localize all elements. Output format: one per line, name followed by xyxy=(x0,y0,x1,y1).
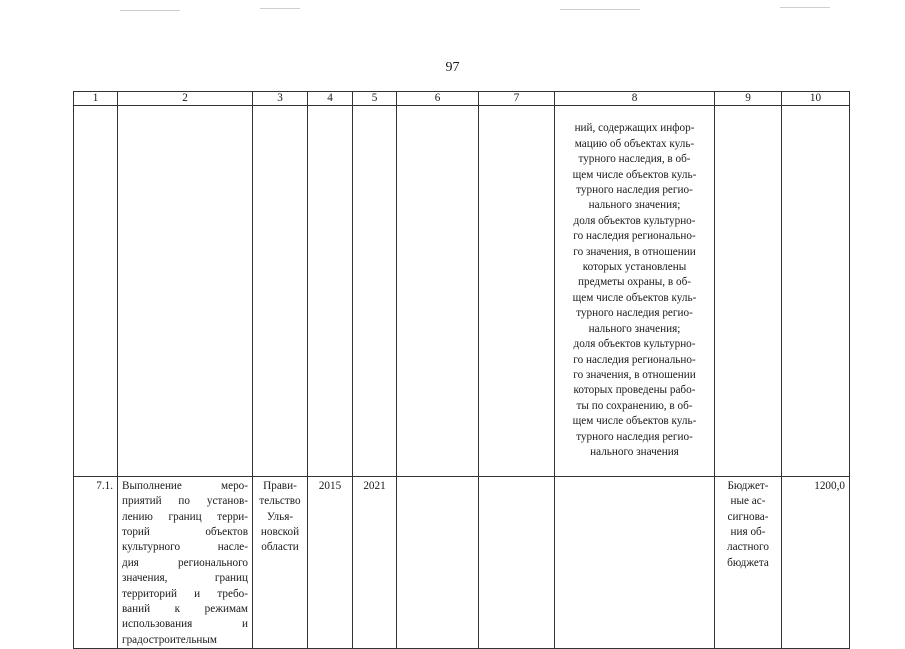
table-cell xyxy=(74,106,118,477)
indicator-line: турного наследия, в об- xyxy=(578,153,691,166)
scan-speck xyxy=(260,8,300,9)
indicator-line: щем числе объектов куль- xyxy=(572,168,697,181)
executor-text xyxy=(257,479,303,556)
table-cell xyxy=(782,106,850,477)
header-cell: 9 xyxy=(715,92,782,106)
table-cell xyxy=(555,476,715,648)
table-cell xyxy=(397,476,479,648)
header-cell: 3 xyxy=(253,92,308,106)
indicator-line: ний, содержащих инфор- xyxy=(574,122,695,135)
indicator-line: нального значения; xyxy=(588,322,681,335)
scan-speck xyxy=(120,10,180,11)
table-cell xyxy=(118,106,253,477)
indicator-line: турного наследия регио- xyxy=(576,184,693,197)
description-line: использования и xyxy=(122,618,248,631)
indicator-line: щем числе объектов куль- xyxy=(572,291,697,304)
funding-amount: 1200,0 xyxy=(782,476,850,648)
description-line: культурного насле- xyxy=(122,541,248,554)
funding-source-line: сигнова- xyxy=(727,510,769,523)
executor-line: области xyxy=(261,541,299,554)
indicator-line: мацию об объектах куль- xyxy=(574,137,695,150)
header-cell: 4 xyxy=(308,92,353,106)
description-line: дия регионального xyxy=(122,556,248,569)
description-line: Выполнение меро- xyxy=(122,479,248,492)
table-cell xyxy=(479,106,555,477)
activity-description xyxy=(118,476,253,648)
executor-line: Улья- xyxy=(266,510,294,523)
description-line: лению границ терри- xyxy=(122,510,248,523)
indicator-line: го значения, в отношении xyxy=(573,368,696,381)
scan-speck xyxy=(780,7,830,8)
indicator-line: го значения, в отношении xyxy=(573,245,696,258)
executor-line: Прави- xyxy=(263,479,297,492)
executor-line: тельство xyxy=(259,495,301,508)
data-table xyxy=(73,91,850,649)
header-cell: 1 xyxy=(74,92,118,106)
funding-source-cell xyxy=(715,476,782,648)
header-cell: 7 xyxy=(479,92,555,106)
header-cell: 10 xyxy=(782,92,850,106)
row-number: 7.1. xyxy=(74,476,118,648)
table-cell xyxy=(715,106,782,477)
page-number: 97 xyxy=(445,60,460,75)
indicator-line: го наследия регионально- xyxy=(573,230,696,243)
indicator-line: турного наследия регио- xyxy=(576,307,693,320)
indicators-text xyxy=(559,121,710,460)
indicator-line: которых проведены рабо- xyxy=(573,384,696,397)
executor-cell xyxy=(253,476,308,648)
scan-speck xyxy=(560,9,640,10)
description-line: ваний к режимам xyxy=(122,603,248,615)
header-cell: 5 xyxy=(353,92,397,106)
table-cell xyxy=(253,106,308,477)
header-cell: 8 xyxy=(555,92,715,106)
indicators-cell xyxy=(555,106,715,477)
table-cell xyxy=(308,106,353,477)
activity-description-text xyxy=(122,479,248,648)
table-cell xyxy=(353,106,397,477)
funding-source-line: ния об- xyxy=(730,525,766,538)
table-cell xyxy=(479,476,555,648)
description-line: значения, границ xyxy=(122,572,248,585)
description-line: территорий и требо- xyxy=(122,587,248,600)
executor-line: новской xyxy=(260,525,300,538)
start-year: 2015 xyxy=(308,476,353,648)
end-year: 2021 xyxy=(353,476,397,648)
indicator-line: нального значения xyxy=(590,445,679,458)
indicator-line: го наследия регионально- xyxy=(573,353,696,366)
indicator-line: доля объектов культурно- xyxy=(573,214,696,227)
indicator-line: которых установлены xyxy=(582,261,687,274)
funding-source-line: ластного xyxy=(727,541,769,554)
funding-source-line: Бюджет- xyxy=(727,479,769,492)
description-line: торий объектов xyxy=(122,525,248,538)
funding-source-line: бюджета xyxy=(727,556,769,569)
continuation-row xyxy=(74,106,850,477)
indicator-line: доля объектов культурно- xyxy=(573,338,696,351)
header-cell: 6 xyxy=(397,92,479,106)
description-line: градостроительным xyxy=(122,633,218,646)
indicator-line: нального значения; xyxy=(588,199,681,212)
funding-source-text xyxy=(719,479,777,571)
indicator-line: ты по сохранению, в об- xyxy=(576,399,693,412)
funding-source-line: ные ас- xyxy=(730,495,766,508)
header-cell: 2 xyxy=(118,92,253,106)
table-row-7-1 xyxy=(74,476,850,648)
description-line: приятий по установ- xyxy=(122,495,248,508)
indicator-line: турного наследия регио- xyxy=(576,430,693,443)
indicator-line: щем числе объектов куль- xyxy=(572,415,697,428)
header-row xyxy=(74,92,850,106)
table-cell xyxy=(397,106,479,477)
indicator-line: предметы охраны, в об- xyxy=(578,276,691,289)
